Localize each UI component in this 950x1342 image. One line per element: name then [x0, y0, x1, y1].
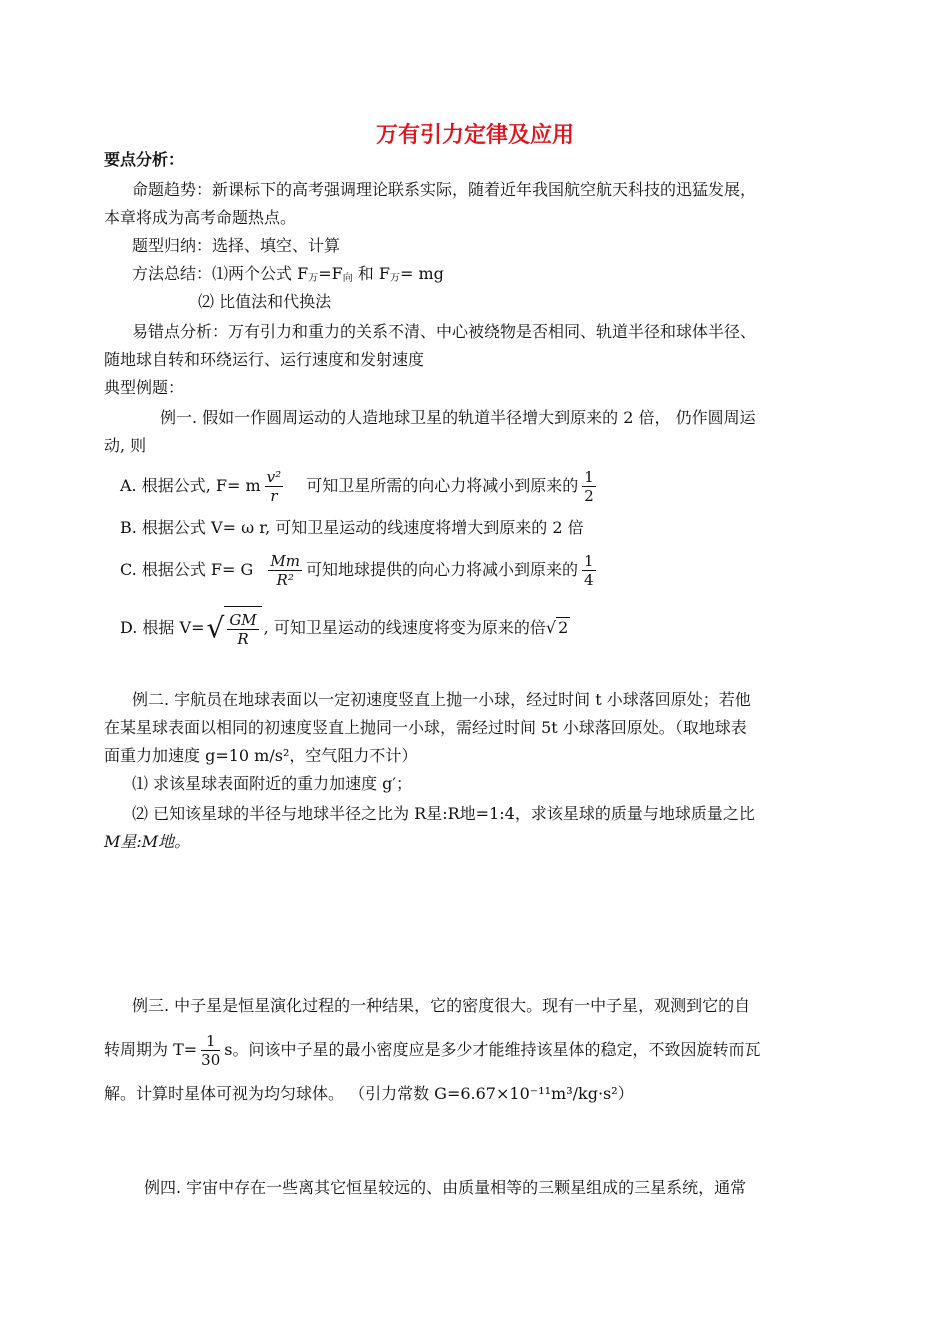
radical-sign: √: [206, 611, 225, 645]
fraction-denominator: 30: [201, 1051, 221, 1069]
fraction-denominator: 4: [584, 571, 594, 589]
fraction-denominator: 2: [584, 487, 594, 505]
fraction-one-quarter: [582, 552, 596, 589]
option-c: [120, 550, 600, 590]
option-a-text: A. 根据公式, F= m: [120, 476, 261, 495]
fraction-numerator: 1: [584, 552, 594, 570]
example-2-question-1: ⑴ 求该星球表面附近的重力加速度 g′；: [132, 774, 413, 793]
fraction-one-thirtieth: [201, 1032, 220, 1069]
example-4-line-1: 例四. 宇宙中存在一些离其它恒星较远的、由质量相等的三颗星组成的三星系统，通常: [144, 1178, 747, 1197]
examples-heading: 典型例题：: [104, 378, 185, 397]
types-text: 题型归纳：选择、填空、计算: [132, 236, 341, 255]
fraction-mm-over-r2: [268, 552, 302, 589]
radicand: [224, 606, 261, 651]
example-3-line-1: 例三. 中子星是恒星演化过程的一种结果，它的密度很大。现有一中子星，观测到它的自: [132, 996, 751, 1015]
page-title: 万有引力定律及应用: [375, 123, 574, 148]
option-c-text-post: 可知地球提供的向心力将减小到原来的: [306, 560, 579, 579]
example-2-line-2: 在某星球表面以相同的初速度竖直上抛同一小球，需经过时间 5t 小球落回原处。（取地球表: [104, 718, 747, 737]
errors-text-cont: 随地球自转和环绕运行、运行速度和发射速度: [104, 350, 425, 369]
option-b: B. 根据公式 V= ω r, 可知卫星运动的线速度将增大到原来的 2 倍: [120, 518, 584, 537]
sqrt-two-radicand: 2: [558, 618, 569, 637]
fraction-denominator: R: [237, 630, 249, 648]
trend-text: 命题趋势：新课标下的高考强调理论联系实际，随着近年我国航空航天科技的迅猛发展，: [132, 180, 757, 199]
method-part: = mg: [400, 264, 444, 283]
example-2-line-3: 面重力加速度 g=10 m/s²，空气阻力不计）: [104, 746, 418, 765]
fraction-numerator: v²: [266, 468, 282, 486]
method-sub: 向: [342, 273, 353, 284]
option-d: [120, 606, 570, 651]
example-2-question-2-cont: M星:M地。: [104, 832, 191, 851]
sqrt-gm-over-r: [206, 606, 261, 651]
errors-text: 易错点分析：万有引力和重力的关系不清、中心被绕物是否相同、轨道半径和球体半径、: [132, 322, 757, 341]
method-sub: 万: [308, 273, 319, 284]
method-part: 和 F: [352, 264, 390, 283]
example-2-line-1: 例二. 宇航员在地球表面以一定初速度竖直上抛一小球，经过时间 t 小球落回原处；若他: [132, 690, 751, 709]
fraction-gm-over-r: [227, 611, 258, 648]
example-3-line-3: 解。计算时星体可视为均匀球体。 （引力常数 G=6.67×10⁻¹¹m³/kg·s²）: [104, 1084, 634, 1103]
example-3-text: 转周期为 T=: [104, 1040, 198, 1059]
method-summary: [132, 264, 444, 289]
method-part: 方法总结：⑴两个公式 F: [132, 264, 309, 283]
option-d-text-post: , 可知卫星运动的线速度将变为原来的倍: [263, 618, 546, 637]
fraction-denominator: R²: [276, 571, 294, 589]
option-c-text: C. 根据公式 F= G: [120, 560, 254, 579]
method-summary-2: ⑵ 比值法和代换法: [198, 292, 332, 311]
fraction-numerator: GM: [229, 611, 257, 629]
fraction-numerator: Mm: [270, 552, 300, 570]
example-2-question-2: ⑵ 已知该星球的半径与地球半径之比为 R星:R地=1:4，求该星球的质量与地球质量之比: [132, 804, 755, 823]
example-3-text-post: s。问该中子星的最小密度应是多少才能维持该星体的稳定，不致因旋转而瓦: [224, 1040, 761, 1059]
fraction-numerator: 1: [584, 468, 594, 486]
fraction-denominator: r: [270, 487, 278, 505]
method-sub: 万: [390, 273, 400, 284]
trend-text-cont: 本章将成为高考命题热点。: [104, 208, 297, 227]
method-part: =F: [318, 264, 343, 283]
example-1-line-1: 例一. 假如一作圆周运动的人造地球卫星的轨道半径增大到原来的 2 倍， 仍作圆周运: [160, 408, 756, 427]
fraction-one-half: [582, 468, 596, 505]
option-a-text-post: 可知卫星所需的向心力将减小到原来的: [306, 476, 579, 495]
example-1-line-2: 动, 则: [104, 436, 147, 455]
fraction-v2-over-r: [265, 468, 284, 505]
option-a: [120, 466, 600, 506]
example-3-line-2: [104, 1030, 760, 1070]
section-heading-key-points: 要点分析：: [104, 150, 185, 169]
option-d-text: D. 根据 V=: [120, 618, 205, 637]
fraction-numerator: 1: [201, 1032, 220, 1051]
sqrt-two: √ 2: [545, 618, 569, 637]
